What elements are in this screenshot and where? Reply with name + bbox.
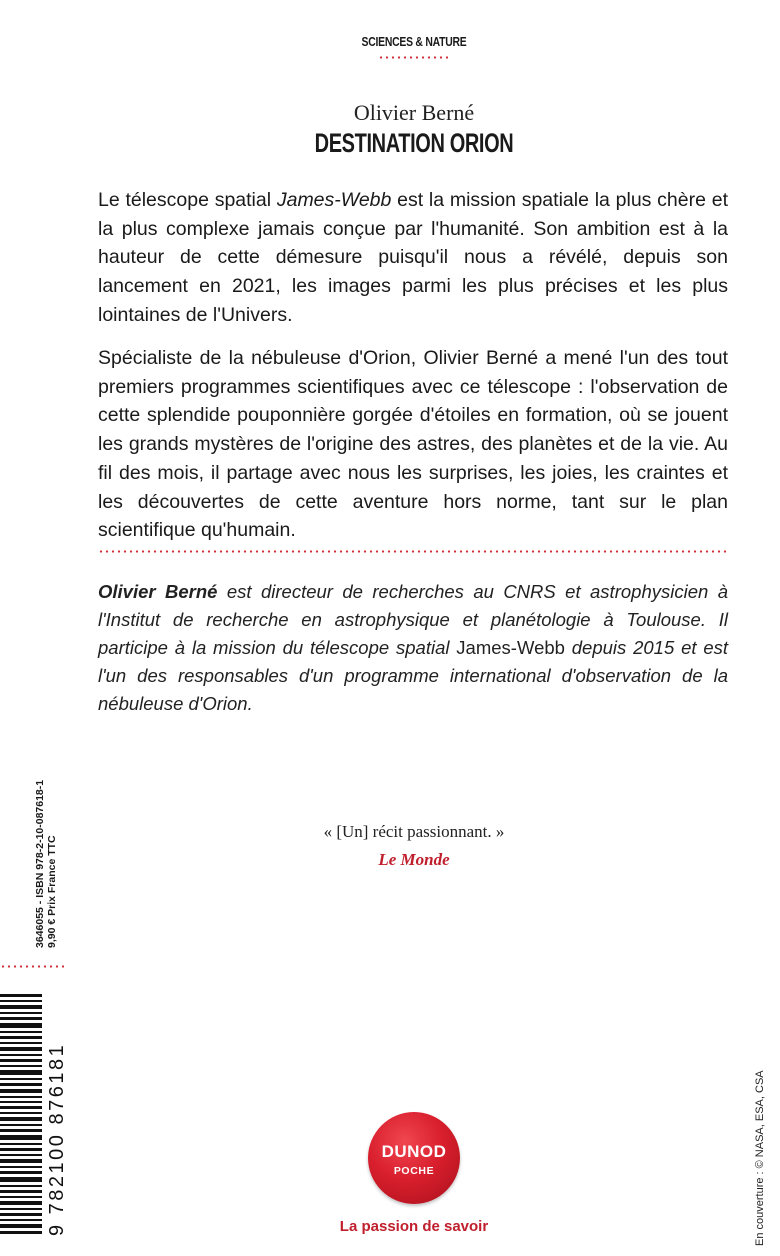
barcode-dotted-line (0, 965, 64, 968)
isbn-line: 3646055 - ISBN 978-2-10-087618-1 (34, 779, 46, 948)
barcode (0, 994, 42, 1234)
series-label: SCIENCES & NATURE (361, 34, 467, 49)
author-bio (98, 578, 728, 718)
bio-text-1: est directeur de recherches au CNRS et astrophysicien à l'Institut de recherche en astrophysique et planétologie à Toulouse. Il participe à la mission du télescope spatial (98, 581, 728, 658)
series-dotted-underline (378, 56, 450, 59)
dotted-separator (98, 550, 728, 553)
blurb-p1-end: est la mission spatiale la plus chère et la plus complexe jamais conçue par l'humanité. Son ambition est à la hauteur de cette démesure puisqu'il nous a révélé, depuis son lancement en 2021, les images parmi les plus précises et les plus lointaines de l'Univers. (98, 189, 728, 326)
logo-brand: DUNOD (381, 1142, 447, 1161)
blurb-paragraph-1 (98, 186, 728, 330)
bio-text-2: depuis 2015 et est l'un des responsables d'un programme international d'observation de la nébuleuse d'Orion. (98, 637, 728, 714)
publisher-tagline: La passion de savoir (339, 1218, 489, 1235)
review-source: Le Monde (378, 850, 450, 869)
telescope-name: James-Webb (276, 189, 392, 211)
book-title: DESTINATION ORION (314, 128, 514, 158)
price-line: 9,90 € Prix France TTC (46, 835, 58, 948)
logo-collection: POCHE (393, 1165, 435, 1177)
bio-mission-name: James-Webb (456, 637, 565, 658)
author-name: Olivier Berné (353, 100, 475, 125)
review-quote: « [Un] récit passionnant. » (323, 822, 505, 841)
barcode-digits: 9 782100 876181 (46, 1042, 68, 1236)
blurb-p1-start: Le télescope spatial (98, 189, 277, 211)
cover-credit: En couverture : © NASA, ESA, CSA (754, 1070, 766, 1246)
blurb-paragraph-2: Spécialiste de la nébuleuse d'Orion, Olivier Berné a mené l'un des tout premiers programmes scientifiques avec ce télescope : l'observation de cette splendide pouponnière gorgée d'étoiles en formation, où se jouent les grands mystères de l'origine des astres, des planètes et de la vie. Au fil des mois, il partage avec nous les surprises, les joies, les craintes et les découvertes de cette aventure hors norme, tant sur le plan scientifique qu'humain. (98, 347, 728, 542)
bio-author-name: Olivier Berné (98, 581, 218, 602)
dunod-poche-logo (368, 1112, 460, 1204)
